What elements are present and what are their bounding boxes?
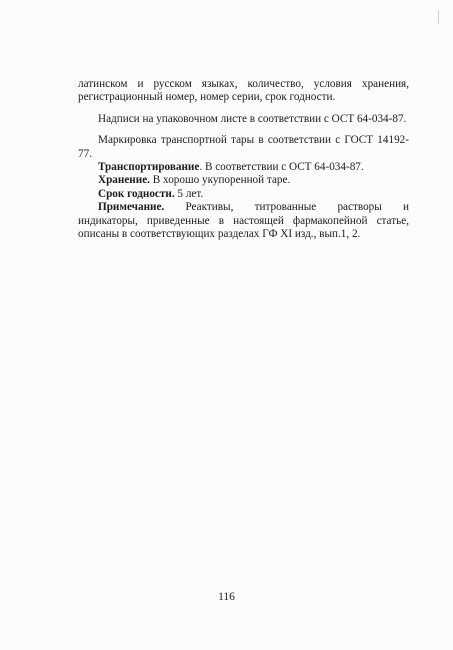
paragraph-note-first-line [78,201,409,214]
paragraph-packaging-insert: Надписи на упаковочном листе в соответствии с ОСТ 64-034-87. [98,112,407,125]
transportation-label: Транспортирование [98,161,200,174]
paragraph-transportation [78,161,409,174]
note-label: Примечание. [98,201,165,214]
shelf-life-text: 5 лет. [174,187,204,200]
paragraph-storage [78,174,409,187]
paragraph-shelf-life [78,188,409,201]
body-line-1: латинском и русском языках, количество, условия хранения, [78,78,409,90]
shelf-life-label: Срок годности. [98,187,175,200]
transportation-text: . В соответствии с ОСТ 64-034-87. [199,161,364,174]
body-line-2: регистрационный номер, номер серии, срок годности. [78,91,336,104]
page-number: 116 [218,591,235,603]
paragraph-transport-marking: Маркировка транспортной тары в соответствии с ГОСТ 14192-77. [78,134,409,160]
scan-edge-mark [438,10,439,24]
paragraph-note-continuation: индикаторы, приведенные в настоящей фармакопейной статье, описаны в соответствующих разделах ГФ XI изд., вып.1, 2. [78,214,409,241]
note-first-line-text: Реактивы, титрованные растворы и [164,201,409,214]
storage-text: В хорошо укупоренной таре. [149,174,291,187]
storage-label: Хранение. [98,174,150,187]
document-body [78,78,409,241]
